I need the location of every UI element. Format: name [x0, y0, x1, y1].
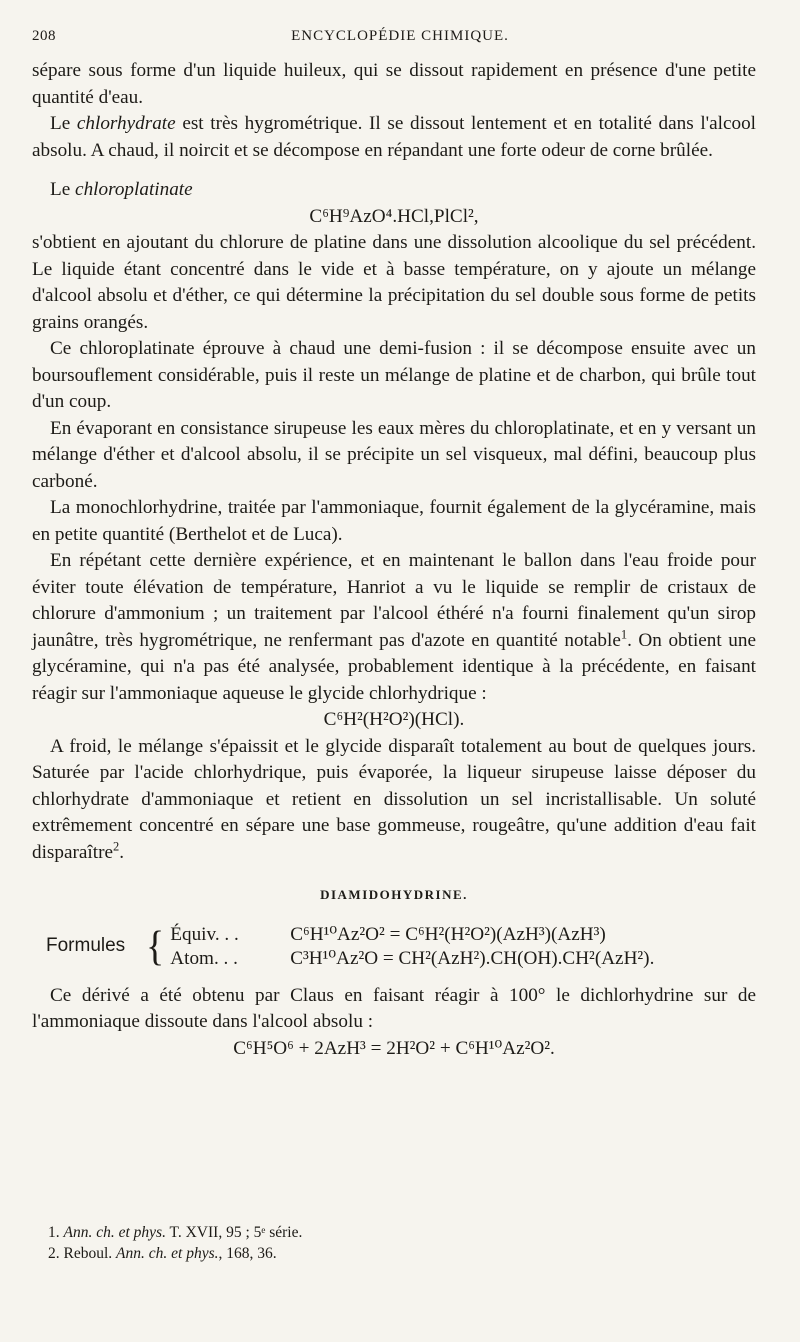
footnote-1-number: 1. [48, 1224, 60, 1241]
equiv-label: Équiv. . . [170, 923, 239, 945]
paragraph-2-text: est très hygrométrique. Il se dissout lentement et en totalité dans l'alcool absolu. A chaud, il noircit et se décompose en répandant une forte odeur de corne brûlée. [32, 113, 756, 161]
atom-label: Atom. . . [170, 947, 238, 969]
section-title: DIAMIDOHYDRINE. [320, 887, 468, 902]
paragraph-9-text-b: . [119, 841, 125, 863]
paragraph-9-text-a: A froid, le mélange s'épaissit et le glycide disparaît totalement au bout de quelques jours. Saturée par l'acide chlorhydrique, puis évaporée, la liqueur sirupeuse laisse déposer du chlorhydrate d'ammoniaque et retient en dissolution un sel incristallisable. Un soluté extrêmement concentré en sépare une base gommeuse, rougeâtre, qu'une addition d'eau fait disparaître [32, 735, 756, 863]
paragraph-8 [32, 548, 756, 707]
paragraph-6: En évaporant en consistance sirupeuse les eaux mères du chloroplatinate, et en y versant un mélange d'éther et d'alcool absolu, il se précipite un sel visqueux, mal défini, beaucoup plus carboné. [32, 417, 756, 492]
paragraph-2 [32, 111, 756, 164]
footnote-2-source: Ann. ch. et phys. [116, 1245, 219, 1262]
paragraph-5: Ce chloroplatinate éprouve à chaud une demi-fusion : il se décompose ensuite avec un boursouflement considérable, puis il reste un mélange de platine et de charbon, qui brûle tout d'un coup. [32, 338, 756, 412]
paragraph-3-prefix: Le [50, 179, 76, 200]
footnote-ref-2[interactable]: 2 [112, 839, 120, 854]
formula-glycide: C⁶H²(H²O²)(HCl). [323, 709, 465, 730]
footnote-2-author: Reboul. [63, 1245, 117, 1262]
running-title: ENCYCLOPÉDIE CHIMIQUE. [291, 28, 509, 44]
footnotes [48, 1222, 302, 1264]
formulas-block [46, 923, 756, 971]
paragraph-7: La monochlorhydrine, traitée par l'ammoniaque, fournit également de la glycéramine, mais en petite quantité (Berthelot et de Luca). [32, 497, 756, 545]
formula-row-atom [170, 947, 654, 971]
paragraph-4: s'obtient en ajoutant du chlorure de platine dans une dissolution alcoolique du sel précédent. Le liquide étant concentré dans le vide et à basse température, on y ajoute un mélange d'alcool absolu et d'éther, ce qui détermine la précipitation du sel double sous forme de petits grains orangés. [32, 232, 756, 333]
page-number: 208 [32, 28, 56, 44]
footnote-2-number: 2. [48, 1245, 60, 1262]
footnote-1-source: Ann. ch. et phys. [63, 1224, 166, 1241]
footnote-1 [48, 1222, 302, 1243]
formulas-rows [170, 923, 654, 971]
paragraph-8-text-a: En répétant cette dernière expérience, et en maintenant le ballon dans l'eau froide pour éviter toute élévation de température, Hanriot a vu le liquide se remplir de cristaux de chlorure d'ammonium ; un traitement par l'alcool éthéré n'a fourni finalement qu'un sirop jaunâtre, très hygrométrique, ne renfermant pas d'azote en quantité notable [32, 550, 756, 651]
brace-symbol: { [146, 923, 165, 970]
footnote-2-text: , 168, 36. [218, 1245, 277, 1262]
paragraph-1: sépare sous forme d'un liquide huileux, qui se dissout rapidement en présence d'une petite quantité d'eau. [32, 60, 756, 108]
paragraph-3 [32, 177, 756, 204]
paragraph-10: Ce dérivé a été obtenu par Claus en faisant réagir à 100° le dichlorhydrine sur de l'ammoniaque dissoute dans l'alcool absolu : [32, 984, 756, 1032]
footnote-ref-1[interactable]: 1 [620, 627, 628, 642]
term-chloroplatinate: chloroplatinate [75, 179, 193, 200]
equiv-formula: C⁶H¹⁰Az²O² = C⁶H²(H²O²)(AzH³)(AzH³) [290, 923, 606, 945]
formula-reaction: C⁶H⁵O⁶ + 2AzH³ = 2H²O² + C⁶H¹⁰Az²O². [233, 1037, 555, 1059]
paragraph-8-text-b: . On obtient une glycéramine, qui n'a pas été analysée, probablement identique à la précédente, en faisant réagir sur l'ammoniaque aqueuse le glycide chlorhydrique : [32, 629, 756, 704]
paragraph-9 [32, 734, 756, 867]
formula-row-equiv [170, 923, 654, 947]
formula-chloroplatinate: C⁶H⁹AzO⁴.HCl,PlCl², [309, 205, 479, 227]
term-chlorhydrate: chlorhydrate [76, 113, 176, 134]
page-body [32, 58, 756, 1062]
formulas-label: Formules [46, 935, 126, 957]
paragraph-2-prefix: Le [50, 113, 77, 134]
footnote-2 [48, 1243, 302, 1264]
footnote-1-text: T. XVII, 95 ; 5ᵉ série. [165, 1224, 303, 1241]
atom-formula: C³H¹⁰Az²O = CH²(AzH²).CH(OH).CH²(AzH²). [290, 947, 655, 969]
